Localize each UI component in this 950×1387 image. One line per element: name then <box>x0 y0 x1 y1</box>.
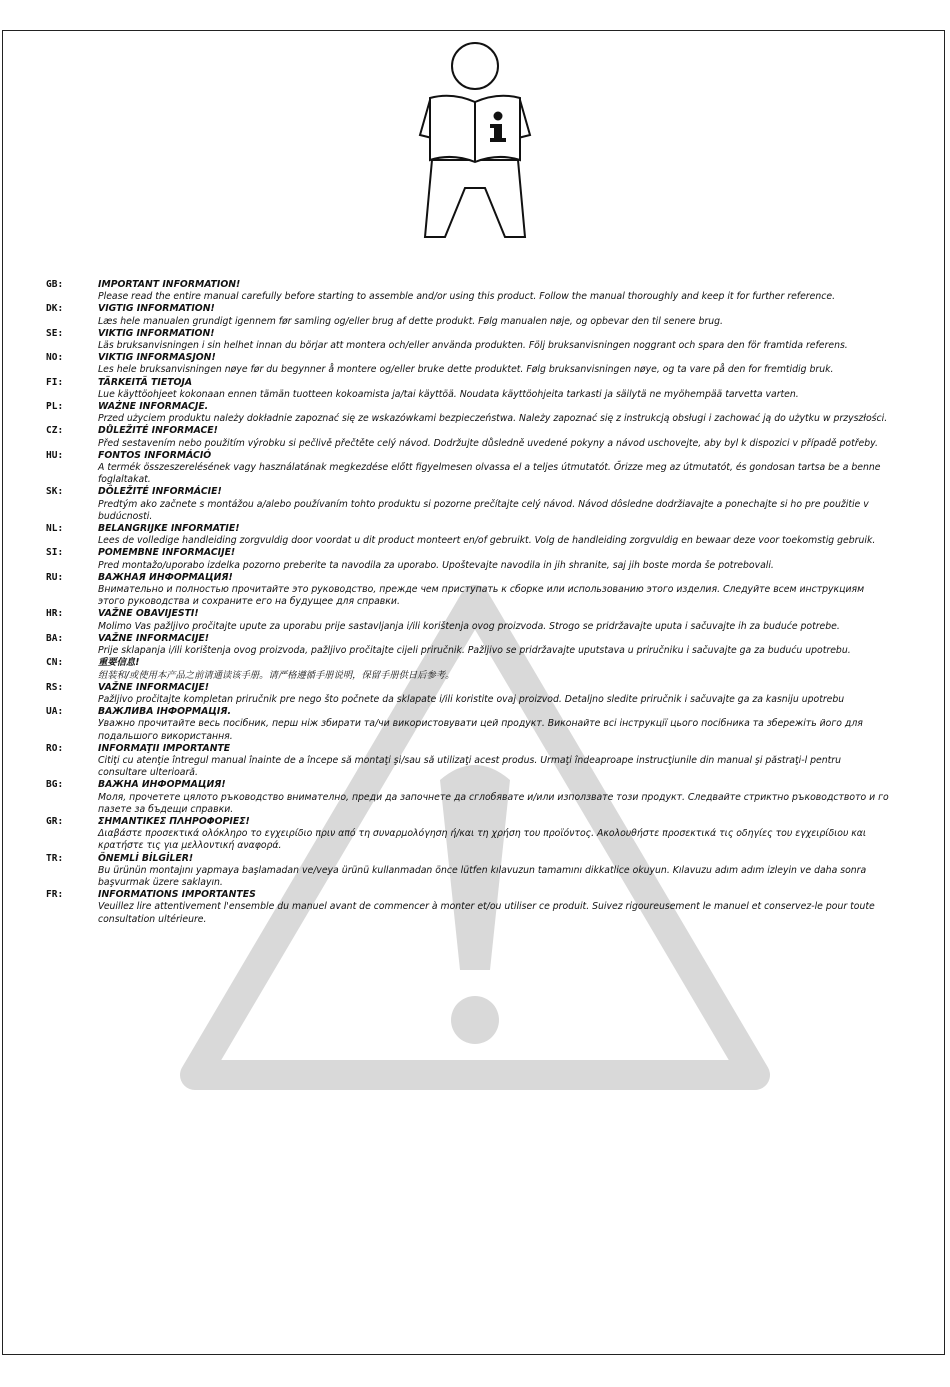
entry-text: Před sestavením nebo použitím výrobku si pečlivě přečtěte celý návod. Dodržujte důsledně uvedené pokyny a návod uschovejte, aby byl k dispozici v případě potřeby. <box>98 437 878 449</box>
entry-title: 重要信息! <box>98 657 140 669</box>
language-entry <box>46 816 891 853</box>
entry-text: Przed użyciem produktu należy dokładnie zapoznać się ze wskazówkami bezpieczeństwa. Należy zapoznać się z instrukcją obsługi i zachować ją do użytku w przyszłości. <box>98 413 888 425</box>
entry-text: Predtým ako začnete s montážou a/alebo používaním tohto produktu si pozorne prečítajte celý návod. Návod dôsledne dodržiavajte a ponechajte si ho pre použitie v budúcnosti. <box>98 498 869 522</box>
entry-body <box>98 547 891 571</box>
entry-text: Pažljivo pročitajte kompletan priručnik pre nego što počnete da sklapate i/ili koristite ovaj proizvod. Detaljno sledite priručnik i sačuvajte ga za kasniju upotrebu <box>98 693 845 705</box>
language-entry <box>46 889 891 926</box>
language-code: UA: <box>46 706 64 718</box>
language-code: SI: <box>46 547 64 559</box>
entry-text: Les hele bruksanvisningen nøye før du begynner å montere og/eller bruke dette produktet. Følg bruksanvisningen nøye, og ta vare på den for fremtidig bruk. <box>98 364 834 376</box>
language-code: HU: <box>46 449 64 461</box>
language-code: FR: <box>46 889 64 901</box>
language-code: RO: <box>46 742 64 754</box>
language-entry <box>46 328 891 352</box>
language-entry <box>46 682 891 706</box>
entry-text: Lue käyttöohjeet kokonaan ennen tämän tuotteen kokoamista ja/tai käyttöä. Noudata käyttöohjeita tarkasti ja säilytä ne myöhempää tarvetta varten. <box>98 388 799 400</box>
language-code: SK: <box>46 486 64 498</box>
entry-body <box>98 743 891 780</box>
information-list <box>46 279 891 926</box>
entry-body <box>98 401 891 425</box>
entry-text: Läs bruksanvisningen i sin helhet innan du börjar att montera och/eller använda produkten. Följ bruksanvisningen noggrant och spara den för framtida referens. <box>98 340 848 352</box>
language-code: NO: <box>46 352 64 364</box>
language-entry <box>46 450 891 487</box>
language-entry <box>46 572 891 609</box>
entry-title: ΣΗΜΑΝΤΙΚΕΣ ΠΛΗΡΟΦΟΡΙΕΣ! <box>98 815 250 827</box>
language-code: CZ: <box>46 425 64 437</box>
entry-body <box>98 328 891 352</box>
entry-text: Внимательно и полностью прочитайте это руководство, прежде чем приступать к сборке или использованию этого изделия. Следуйте всем инструкциям этого руководства и сохраните его на будущее для справки. <box>98 584 865 608</box>
language-code: CN: <box>46 657 64 669</box>
language-entry <box>46 547 891 571</box>
entry-body <box>98 706 891 743</box>
language-entry <box>46 279 891 303</box>
language-code: TR: <box>46 852 64 864</box>
language-code: RS: <box>46 681 64 693</box>
language-code: PL: <box>46 401 64 413</box>
language-entry <box>46 377 891 401</box>
entry-text: Bu ürünün montajını yapmaya başlamadan ve/veya ürünü kullanmadan önce lütfen kılavuzun tamamını dikkatlice okuyun. Kılavuzu adım adım izleyin ve daha sonra başvurmak üzere saklayın. <box>98 864 867 888</box>
entry-title: VAŽNE INFORMACIJE! <box>98 681 210 693</box>
language-code: SE: <box>46 327 64 339</box>
language-entry <box>46 743 891 780</box>
entry-title: INFORMATIONS IMPORTANTES <box>98 889 256 901</box>
entry-title: IMPORTANT INFORMATION! <box>98 279 241 290</box>
entry-title: VIGTIG INFORMATION! <box>98 303 215 315</box>
entry-title: TÄRKEITÄ TIETOJA <box>98 376 193 388</box>
language-code: RU: <box>46 571 64 583</box>
language-code: HR: <box>46 608 64 620</box>
language-code: BA: <box>46 632 64 644</box>
entry-body <box>98 889 891 926</box>
language-code: GR: <box>46 815 64 827</box>
entry-body <box>98 682 891 706</box>
entry-title: VIKTIG INFORMASJON! <box>98 352 216 364</box>
entry-body <box>98 657 891 681</box>
language-entry <box>46 633 891 657</box>
language-code: NL: <box>46 523 64 535</box>
entry-body <box>98 816 891 853</box>
language-code: BG: <box>46 779 64 791</box>
entry-title: POMEMBNE INFORMACIJE! <box>98 547 236 559</box>
entry-title: DÔLEŽITÉ INFORMÁCIE! <box>98 486 222 498</box>
entry-body <box>98 853 891 890</box>
entry-body <box>98 377 891 401</box>
entry-text: 组装和/或使用本产品之前请通读该手册。请严格遵循手册说明，保留手册供日后参考。 <box>98 669 455 681</box>
entry-title: FONTOS INFORMÁCIÓ <box>98 449 212 461</box>
entry-body <box>98 608 891 632</box>
language-code: GB: <box>46 279 64 290</box>
entry-body <box>98 486 891 523</box>
entry-title: VAŽNE INFORMACIJE! <box>98 632 210 644</box>
language-entry <box>46 657 891 681</box>
entry-text: Læs hele manualen grundigt igennem før samling og/eller brug af dette produkt. Følg manualen nøje, og opbevar den til senere brug. <box>98 315 723 327</box>
language-code: FI: <box>46 376 64 388</box>
entry-body <box>98 450 891 487</box>
entry-title: ВАЖНА ИНФОРМАЦИЯ! <box>98 779 226 791</box>
entry-title: DŮLEŽITÉ INFORMACE! <box>98 425 218 437</box>
entry-body <box>98 279 891 303</box>
language-entry <box>46 303 891 327</box>
entry-title: BELANGRIJKE INFORMATIE! <box>98 523 240 535</box>
language-code: DK: <box>46 303 64 315</box>
entry-text: Уважно прочитайте весь посібник, перш ніж збирати та/чи використовувати цей продукт. Виконайте всі інструкції цього посібника та збережіть його для подальшого використання. <box>98 718 863 742</box>
entry-text: Please read the entire manual carefully before starting to assemble and/or using this product. Follow the manual thoroughly and keep it for further reference. <box>98 291 836 303</box>
language-entry <box>46 401 891 425</box>
person-reading-manual-icon <box>410 40 540 240</box>
entry-text: Veuillez lire attentivement l'ensemble du manuel avant de commencer à monter et/ou utiliser ce produit. Suivez rigoureusement le manuel et conservez-le pour toute consultation ultérieure. <box>98 901 875 925</box>
entry-text: Molimo Vas pažljivo pročitajte upute za uporabu prije sastavljanja i/ili korištenja ovog proizvoda. Strogo se pridržavajte uputa i sačuvajte ih za buduće potrebe. <box>98 620 840 632</box>
language-entry <box>46 425 891 449</box>
language-entry <box>46 853 891 890</box>
entry-body <box>98 303 891 327</box>
entry-body <box>98 572 891 609</box>
entry-body <box>98 352 891 376</box>
entry-body <box>98 523 891 547</box>
language-entry <box>46 779 891 816</box>
language-entry <box>46 523 891 547</box>
entry-title: INFORMAŢII IMPORTANTE <box>98 742 231 754</box>
entry-body <box>98 425 891 449</box>
entry-body <box>98 633 891 657</box>
language-entry <box>46 608 891 632</box>
entry-text: Διαβάστε προσεκτικά ολόκληρο το εγχειρίδιο πριν από τη συναρμολόγηση ή/και τη χρήση του προϊόντος. Ακολουθήστε προσεκτικά τις οδηγίες του εγχειρίδιου και κρατήστε τις για μελλοντική αναφορά. <box>98 828 867 852</box>
entry-title: ВАЖЛИВА ІНФОРМАЦІЯ. <box>98 706 232 718</box>
entry-title: VIKTIG INFORMATION! <box>98 327 215 339</box>
entry-title: ÖNEMLİ BİLGİLER! <box>98 852 194 864</box>
entry-text: Prije sklapanja i/ili korištenja ovog proizvoda, pažljivo pročitajte cijeli priručnik. Pažljivo se pridržavajte uputstava u priručniku i sačuvajte ga za buduću upotrebu. <box>98 645 851 657</box>
entry-text: Pred montažo/uporabo izdelka pozorno preberite ta navodila za uporabo. Upoštevajte navodila in jih shranite, saj jih boste morda še potrebovali. <box>98 559 774 571</box>
entry-text: A termék összeszerelésének vagy használatának megkezdése előtt figyelmesen olvassa el a teljes útmutatót. Őrizze meg az útmutatót, és gondosan tartsa be a benne foglaltakat. <box>98 462 881 486</box>
entry-text: Моля, прочетете цялото ръководство внимателно, преди да започнете да сглобявате и/или използвате този продукт. Следвайте стриктно ръководството и го пазете за бъдещи справки. <box>98 791 889 815</box>
language-entry <box>46 486 891 523</box>
entry-text: Lees de volledige handleiding zorgvuldig door voordat u dit product monteert en/of gebruikt. Volg de handleiding zorgvuldig en bewaar deze voor toekomstig gebruik. <box>98 535 876 547</box>
entry-text: Citiţi cu atenţie întregul manual înainte de a începe să montaţi şi/sau să utilizaţi acest produs. Urmaţi îndeaproape instrucţiunile din manual şi păstraţi-l pentru consultare ulterioară. <box>98 754 842 779</box>
entry-body <box>98 779 891 816</box>
language-entry <box>46 352 891 376</box>
language-entry <box>46 706 891 743</box>
entry-title: ВАЖНАЯ ИНФОРМАЦИЯ! <box>98 571 233 583</box>
entry-title: VAŽNE OBAVIJESTI! <box>98 608 199 620</box>
entry-title: WAŻNE INFORMACJE. <box>98 401 209 413</box>
